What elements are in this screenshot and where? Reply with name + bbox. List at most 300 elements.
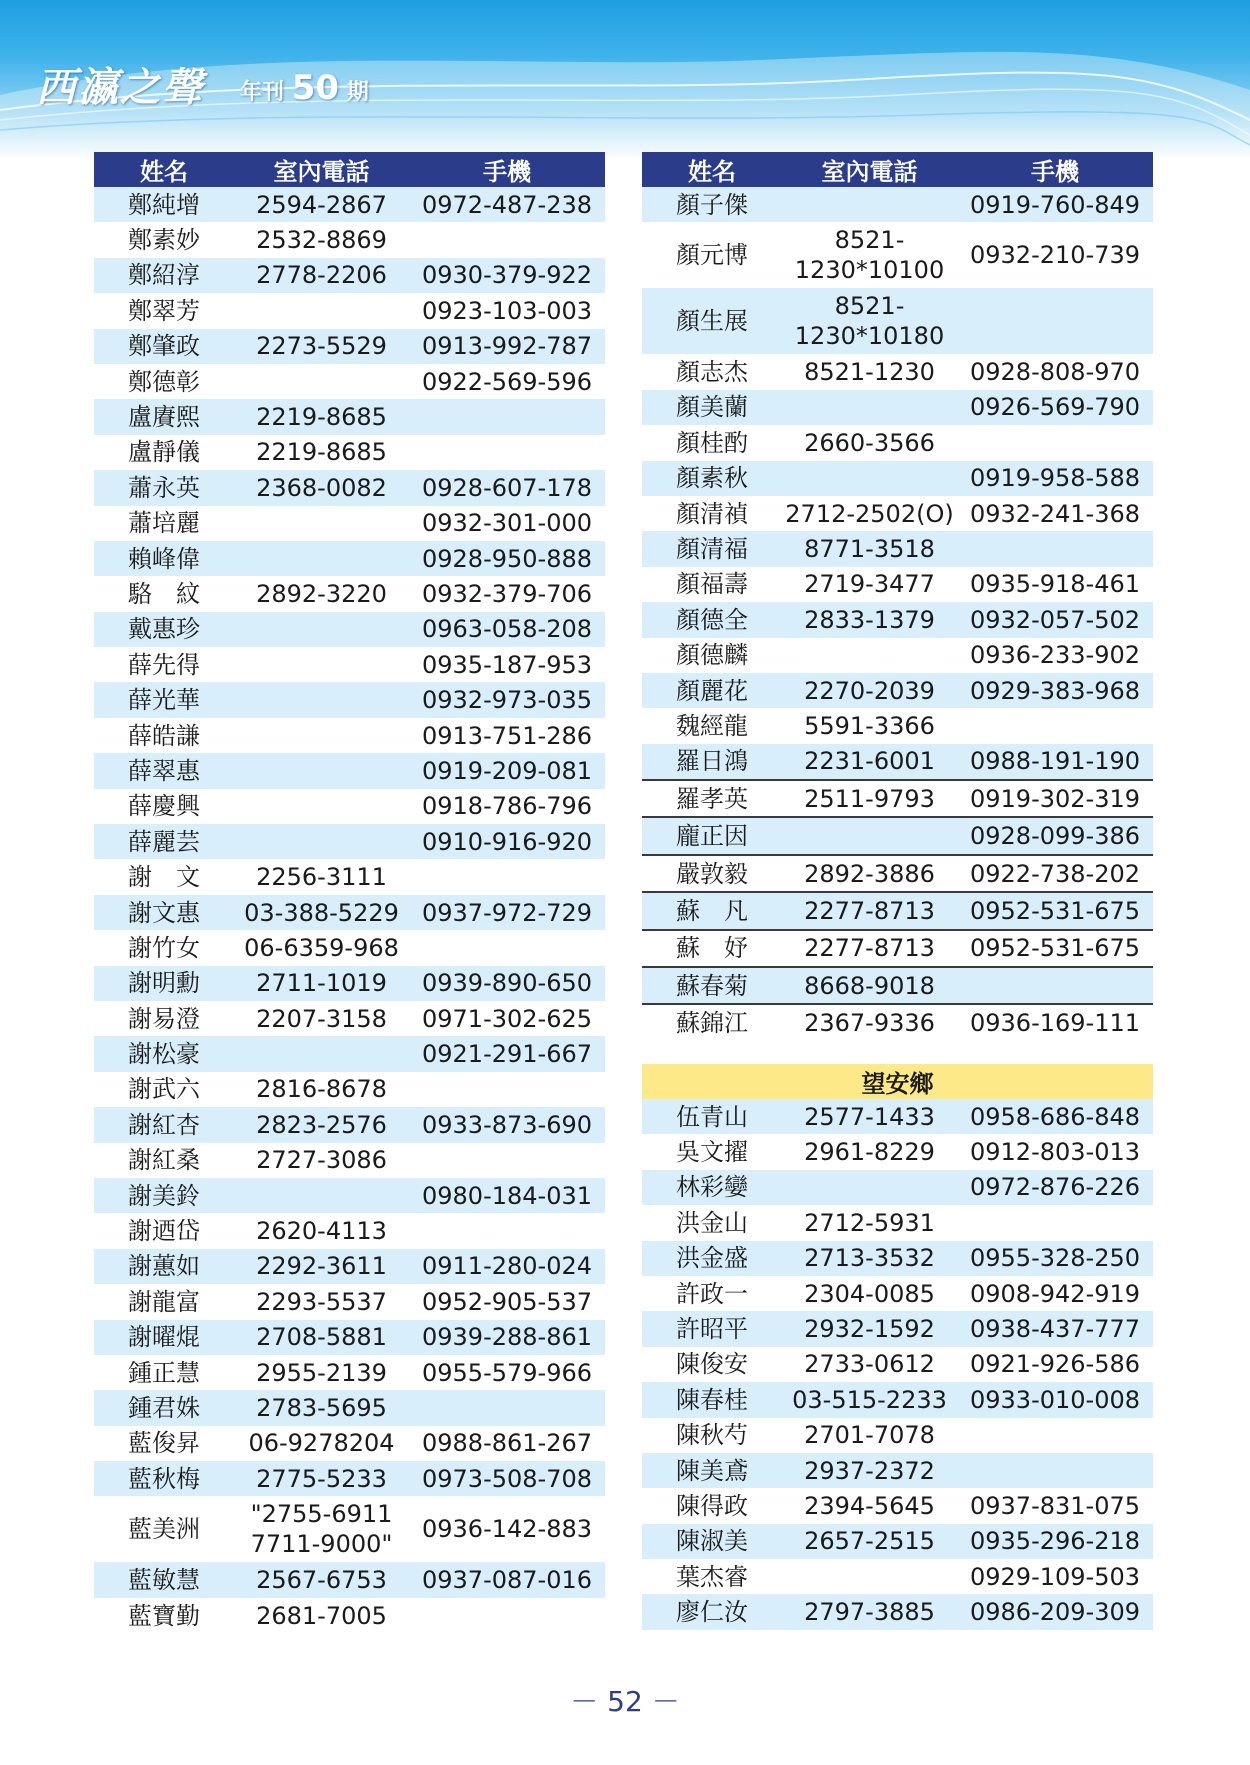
cell-phone: 2681-7005 [234, 1598, 409, 1633]
cell-mobile: 0933-010-008 [957, 1382, 1153, 1417]
cell-name: 謝竹女 [94, 930, 234, 965]
cell-phone: 2304-0085 [782, 1276, 957, 1311]
cell-phone: 2567-6753 [234, 1562, 409, 1597]
table-row [94, 895, 605, 930]
cell-phone: 2368-0082 [234, 470, 409, 505]
table-row [94, 364, 605, 399]
table-row [94, 647, 605, 682]
right-table-body [642, 187, 1153, 1041]
cell-mobile: 0988-861-267 [409, 1426, 605, 1461]
cell-name: 羅孝英 [642, 780, 782, 817]
cell-mobile: 0935-187-953 [409, 647, 605, 682]
cell-phone: 2727-3086 [234, 1143, 409, 1178]
cell-mobile: 0932-301-000 [409, 506, 605, 541]
column-header-mobile: 手機 [409, 152, 605, 187]
cell-name: 廖仁汝 [642, 1594, 782, 1629]
issue-suffix: 期 [346, 80, 369, 105]
table-row [94, 435, 605, 470]
table-row [94, 1426, 605, 1461]
cell-name: 顏美蘭 [642, 390, 782, 425]
table-row [94, 1036, 605, 1071]
cell-name: 鄭純增 [94, 187, 234, 222]
cell-name: 謝文惠 [94, 895, 234, 930]
left-table-body [94, 187, 605, 1633]
cell-name: 鄭肇政 [94, 329, 234, 364]
cell-name: 盧賡熙 [94, 399, 234, 434]
cell-mobile [409, 1390, 605, 1425]
cell-phone: 2711-1019 [234, 966, 409, 1001]
cell-name: 謝曜焜 [94, 1320, 234, 1355]
cell-name: 伍青山 [642, 1099, 782, 1134]
cell-phone: 2713-3532 [782, 1241, 957, 1276]
cell-name: 藍秋梅 [94, 1461, 234, 1496]
cell-phone: 2207-3158 [234, 1001, 409, 1036]
table-row [94, 1390, 605, 1425]
cell-name: 蘇 妤 [642, 930, 782, 967]
cell-phone: 2219-8685 [234, 399, 409, 434]
cell-name: 顏福壽 [642, 567, 782, 602]
cell-name: 謝美鈴 [94, 1178, 234, 1213]
cell-mobile: 0911-280-024 [409, 1249, 605, 1284]
cell-phone: 2955-2139 [234, 1355, 409, 1390]
cell-mobile: 0932-379-706 [409, 576, 605, 611]
cell-phone: 2273-5529 [234, 329, 409, 364]
cell-name: 陳春桂 [642, 1382, 782, 1417]
table-header-row [642, 152, 1153, 187]
cell-phone: 2961-8229 [782, 1134, 957, 1169]
table-header-row [94, 152, 605, 187]
table-row [94, 1001, 605, 1036]
cell-phone [234, 1036, 409, 1071]
cell-name: 洪金山 [642, 1205, 782, 1240]
cell-mobile [957, 967, 1153, 1004]
table-row [94, 824, 605, 859]
cell-phone: 8521- 1230*10100 [782, 222, 957, 288]
cell-name: 謝蕙如 [94, 1249, 234, 1284]
cell-phone: 2256-3111 [234, 859, 409, 894]
table-row [642, 638, 1153, 673]
cell-name: 謝武六 [94, 1072, 234, 1107]
table-row [94, 506, 605, 541]
cell-phone: 2293-5537 [234, 1284, 409, 1319]
cell-phone: 2701-7078 [782, 1418, 957, 1453]
table-row [94, 1249, 605, 1284]
cell-name: 謝龍富 [94, 1284, 234, 1319]
cell-name: 鄭德彰 [94, 364, 234, 399]
cell-mobile: 0932-973-035 [409, 682, 605, 717]
left-directory-table [94, 152, 605, 1633]
table-row [94, 1496, 605, 1562]
cell-name: 鍾正慧 [94, 1355, 234, 1390]
table-row [642, 602, 1153, 637]
cell-mobile: 0926-569-790 [957, 390, 1153, 425]
wangan-section-table [642, 1064, 1153, 1630]
cell-name: 陳得政 [642, 1488, 782, 1523]
cell-mobile: 0963-058-208 [409, 612, 605, 647]
cell-mobile [957, 708, 1153, 743]
cell-mobile [409, 1598, 605, 1633]
cell-phone: 2775-5233 [234, 1461, 409, 1496]
right-directory-table [642, 152, 1153, 1041]
cell-mobile: 0928-607-178 [409, 470, 605, 505]
cell-name: 顏桂酌 [642, 425, 782, 460]
cell-mobile [409, 435, 605, 470]
cell-mobile [957, 1418, 1153, 1453]
cell-name: 藍俊昇 [94, 1426, 234, 1461]
cell-mobile: 0928-808-970 [957, 354, 1153, 389]
table-row [94, 470, 605, 505]
cell-name: 謝紅桑 [94, 1143, 234, 1178]
cell-name: 蕭培麗 [94, 506, 234, 541]
cell-mobile [409, 859, 605, 894]
cell-mobile: 0932-057-502 [957, 602, 1153, 637]
table-row [94, 399, 605, 434]
cell-name: 薛皓謙 [94, 718, 234, 753]
table-row [642, 1382, 1153, 1417]
cell-name: 吳文擢 [642, 1134, 782, 1169]
cell-name: 鍾君姝 [94, 1390, 234, 1425]
cell-phone [234, 647, 409, 682]
cell-mobile: 0937-087-016 [409, 1562, 605, 1597]
cell-phone: 2892-3886 [782, 855, 957, 892]
cell-name: 陳淑美 [642, 1524, 782, 1559]
cell-phone: 2219-8685 [234, 435, 409, 470]
table-row [642, 1594, 1153, 1629]
cell-mobile: 0939-890-650 [409, 966, 605, 1001]
cell-name: 謝紅杏 [94, 1107, 234, 1142]
cell-phone [782, 390, 957, 425]
cell-mobile: 0938-437-777 [957, 1311, 1153, 1346]
cell-name: 許昭平 [642, 1311, 782, 1346]
cell-phone [234, 541, 409, 576]
cell-phone: 2277-8713 [782, 892, 957, 929]
table-row [642, 567, 1153, 602]
issue-prefix: 年刊 [240, 80, 285, 105]
cell-name: 龐正因 [642, 817, 782, 854]
cell-mobile: 0939-288-861 [409, 1320, 605, 1355]
table-row [94, 1284, 605, 1319]
column-header-phone: 室內電話 [782, 152, 957, 187]
cell-phone [782, 1559, 957, 1594]
cell-phone [234, 1178, 409, 1213]
cell-mobile: 0980-184-031 [409, 1178, 605, 1213]
cell-mobile: 0929-109-503 [957, 1559, 1153, 1594]
cell-mobile: 0919-209-081 [409, 753, 605, 788]
cell-mobile: 0912-803-013 [957, 1134, 1153, 1169]
cell-name: 林彩孌 [642, 1170, 782, 1205]
cell-name: 盧靜儀 [94, 435, 234, 470]
cell-mobile: 0919-760-849 [957, 187, 1153, 222]
cell-name: 顏德全 [642, 602, 782, 637]
table-row [94, 1461, 605, 1496]
cell-phone [234, 612, 409, 647]
cell-name: 蘇錦江 [642, 1004, 782, 1040]
cell-phone: 2708-5881 [234, 1320, 409, 1355]
cell-name: 陳俊安 [642, 1347, 782, 1382]
cell-phone: 2292-3611 [234, 1249, 409, 1284]
cell-phone: 2394-5645 [782, 1488, 957, 1523]
table-row [642, 390, 1153, 425]
cell-phone: 06-6359-968 [234, 930, 409, 965]
table-row [94, 1143, 605, 1178]
table-row [642, 1170, 1153, 1205]
cell-phone: 2577-1433 [782, 1099, 957, 1134]
cell-phone: 8521- 1230*10180 [782, 288, 957, 354]
cell-phone [782, 817, 957, 854]
cell-phone: 2712-2502(O) [782, 496, 957, 531]
cell-name: 顏子傑 [642, 187, 782, 222]
table-row [642, 780, 1153, 817]
cell-phone [234, 293, 409, 328]
table-row [642, 222, 1153, 288]
cell-phone: 2660-3566 [782, 425, 957, 460]
cell-phone: 2231-6001 [782, 744, 957, 780]
table-row [94, 329, 605, 364]
cell-mobile: 0955-579-966 [409, 1355, 605, 1390]
cell-mobile [957, 425, 1153, 460]
table-row [642, 1099, 1153, 1134]
table-row [94, 718, 605, 753]
cell-name: 葉杰睿 [642, 1559, 782, 1594]
cell-mobile: 0922-569-596 [409, 364, 605, 399]
table-row [642, 673, 1153, 708]
cell-mobile: 0986-209-309 [957, 1594, 1153, 1629]
cell-mobile: 0955-328-250 [957, 1241, 1153, 1276]
cell-phone: 2816-8678 [234, 1072, 409, 1107]
column-header-name: 姓名 [642, 152, 782, 187]
cell-mobile [957, 1205, 1153, 1240]
cell-name: 鄭翠芳 [94, 293, 234, 328]
cell-name: 蘇春菊 [642, 967, 782, 1004]
cell-name: 駱 紋 [94, 576, 234, 611]
cell-phone: 2733-0612 [782, 1347, 957, 1382]
cell-name: 賴峰偉 [94, 541, 234, 576]
issue-number: 50 [291, 68, 340, 108]
table-row [642, 744, 1153, 780]
cell-phone: 2657-2515 [782, 1524, 957, 1559]
cell-name: 顏麗花 [642, 673, 782, 708]
cell-name: 顏素秋 [642, 461, 782, 496]
table-row [642, 1418, 1153, 1453]
cell-name: 戴惠珍 [94, 612, 234, 647]
cell-mobile [409, 1072, 605, 1107]
cell-mobile [409, 1213, 605, 1248]
table-row [94, 541, 605, 576]
cell-phone [782, 187, 957, 222]
cell-name: 謝 文 [94, 859, 234, 894]
cell-name: 謝明勳 [94, 966, 234, 1001]
cell-phone: 2367-9336 [782, 1004, 957, 1040]
table-row [642, 1004, 1153, 1040]
cell-mobile: 0988-191-190 [957, 744, 1153, 780]
table-row [94, 187, 605, 222]
cell-phone: 2712-5931 [782, 1205, 957, 1240]
cell-mobile: 0913-751-286 [409, 718, 605, 753]
cell-phone: 2823-2576 [234, 1107, 409, 1142]
cell-mobile [957, 1453, 1153, 1488]
column-header-mobile: 手機 [957, 152, 1153, 187]
cell-name: 藍敏慧 [94, 1562, 234, 1597]
page-number: － 52 － [570, 1685, 680, 1718]
cell-mobile: 0972-876-226 [957, 1170, 1153, 1205]
table-row [642, 1205, 1153, 1240]
table-row [94, 789, 605, 824]
cell-mobile: 0919-958-588 [957, 461, 1153, 496]
cell-phone: "2755-6911 7711-9000" [234, 1496, 409, 1562]
cell-phone: 2620-4113 [234, 1213, 409, 1248]
cell-phone: 06-9278204 [234, 1426, 409, 1461]
cell-phone: 2270-2039 [782, 673, 957, 708]
table-row [642, 1276, 1153, 1311]
cell-mobile [409, 1143, 605, 1178]
cell-name: 藍美洲 [94, 1496, 234, 1562]
magazine-logo: 西瀛之聲 [36, 64, 204, 111]
cell-mobile: 0922-738-202 [957, 855, 1153, 892]
table-row [642, 1524, 1153, 1559]
table-row [642, 1453, 1153, 1488]
cell-mobile: 0908-942-919 [957, 1276, 1153, 1311]
table-row [642, 967, 1153, 1004]
section-header-row [642, 1064, 1153, 1099]
cell-phone: 2778-2206 [234, 258, 409, 293]
table-row [642, 892, 1153, 929]
cell-phone: 03-515-2233 [782, 1382, 957, 1417]
table-row [94, 753, 605, 788]
cell-mobile: 0952-531-675 [957, 892, 1153, 929]
cell-mobile: 0933-873-690 [409, 1107, 605, 1142]
table-row [642, 461, 1153, 496]
cell-mobile: 0929-383-968 [957, 673, 1153, 708]
cell-name: 蘇 凡 [642, 892, 782, 929]
cell-mobile: 0952-905-537 [409, 1284, 605, 1319]
cell-mobile: 0918-786-796 [409, 789, 605, 824]
cell-mobile: 0932-241-368 [957, 496, 1153, 531]
cell-phone: 8771-3518 [782, 531, 957, 566]
cell-name: 謝松豪 [94, 1036, 234, 1071]
cell-phone: 2277-8713 [782, 930, 957, 967]
cell-phone: 2892-3220 [234, 576, 409, 611]
table-row [94, 1320, 605, 1355]
column-header-phone: 室內電話 [234, 152, 409, 187]
table-row [94, 258, 605, 293]
cell-phone: 8668-9018 [782, 967, 957, 1004]
cell-mobile: 0973-508-708 [409, 1461, 605, 1496]
table-row [94, 576, 605, 611]
cell-phone [234, 682, 409, 717]
cell-phone [234, 824, 409, 859]
section-title: 望安鄉 [642, 1064, 1153, 1099]
cell-mobile: 0958-686-848 [957, 1099, 1153, 1134]
cell-phone: 2932-1592 [782, 1311, 957, 1346]
table-row [94, 222, 605, 257]
cell-phone [234, 753, 409, 788]
cell-mobile: 0921-291-667 [409, 1036, 605, 1071]
cell-phone [782, 461, 957, 496]
table-row [642, 1241, 1153, 1276]
cell-name: 許政一 [642, 1276, 782, 1311]
cell-phone: 8521-1230 [782, 354, 957, 389]
cell-phone: 2594-2867 [234, 187, 409, 222]
cell-name: 魏經龍 [642, 708, 782, 743]
table-row [94, 1598, 605, 1633]
cell-phone: 2783-5695 [234, 1390, 409, 1425]
table-row [642, 531, 1153, 566]
cell-mobile [409, 930, 605, 965]
table-row [642, 1488, 1153, 1523]
table-row [642, 425, 1153, 460]
table-row [94, 1562, 605, 1597]
cell-mobile: 0935-296-218 [957, 1524, 1153, 1559]
section-table-body [642, 1099, 1153, 1630]
cell-name: 薛翠惠 [94, 753, 234, 788]
table-row [94, 966, 605, 1001]
cell-mobile: 0936-169-111 [957, 1004, 1153, 1040]
cell-name: 藍寶勤 [94, 1598, 234, 1633]
cell-mobile: 0923-103-003 [409, 293, 605, 328]
table-row [642, 855, 1153, 892]
cell-mobile: 0928-950-888 [409, 541, 605, 576]
issue-label [240, 68, 369, 108]
table-row [642, 496, 1153, 531]
table-row [642, 1347, 1153, 1382]
cell-name: 謝迺岱 [94, 1213, 234, 1248]
table-row [642, 817, 1153, 854]
column-header-name: 姓名 [94, 152, 234, 187]
cell-name: 薛麗芸 [94, 824, 234, 859]
cell-phone: 2833-1379 [782, 602, 957, 637]
cell-mobile: 0913-992-787 [409, 329, 605, 364]
cell-phone [782, 1170, 957, 1205]
cell-mobile: 0919-302-319 [957, 780, 1153, 817]
table-row [642, 1311, 1153, 1346]
cell-name: 顏元博 [642, 222, 782, 288]
cell-mobile: 0937-831-075 [957, 1488, 1153, 1523]
cell-name: 薛先得 [94, 647, 234, 682]
cell-phone: 2937-2372 [782, 1453, 957, 1488]
table-row [94, 293, 605, 328]
cell-name: 薛慶興 [94, 789, 234, 824]
table-row [94, 1107, 605, 1142]
cell-mobile: 0936-233-902 [957, 638, 1153, 673]
cell-phone: 2719-3477 [782, 567, 957, 602]
cell-name: 顏清禎 [642, 496, 782, 531]
cell-name: 鄭紹淳 [94, 258, 234, 293]
cell-mobile: 0937-972-729 [409, 895, 605, 930]
table-row [94, 612, 605, 647]
page-header [0, 0, 1250, 160]
table-row [642, 1559, 1153, 1594]
cell-phone [782, 638, 957, 673]
cell-phone: 03-388-5229 [234, 895, 409, 930]
table-row [94, 1213, 605, 1248]
cell-mobile: 0952-531-675 [957, 930, 1153, 967]
table-row [642, 1134, 1153, 1169]
cell-mobile: 0928-099-386 [957, 817, 1153, 854]
cell-name: 謝易澄 [94, 1001, 234, 1036]
cell-phone [234, 789, 409, 824]
table-row [94, 1178, 605, 1213]
table-row [94, 1072, 605, 1107]
cell-mobile [957, 531, 1153, 566]
cell-mobile [409, 399, 605, 434]
table-row [642, 354, 1153, 389]
table-row [94, 859, 605, 894]
cell-name: 薛光華 [94, 682, 234, 717]
table-row [642, 708, 1153, 743]
cell-name: 鄭素妙 [94, 222, 234, 257]
cell-phone: 2797-3885 [782, 1594, 957, 1629]
cell-phone [234, 364, 409, 399]
